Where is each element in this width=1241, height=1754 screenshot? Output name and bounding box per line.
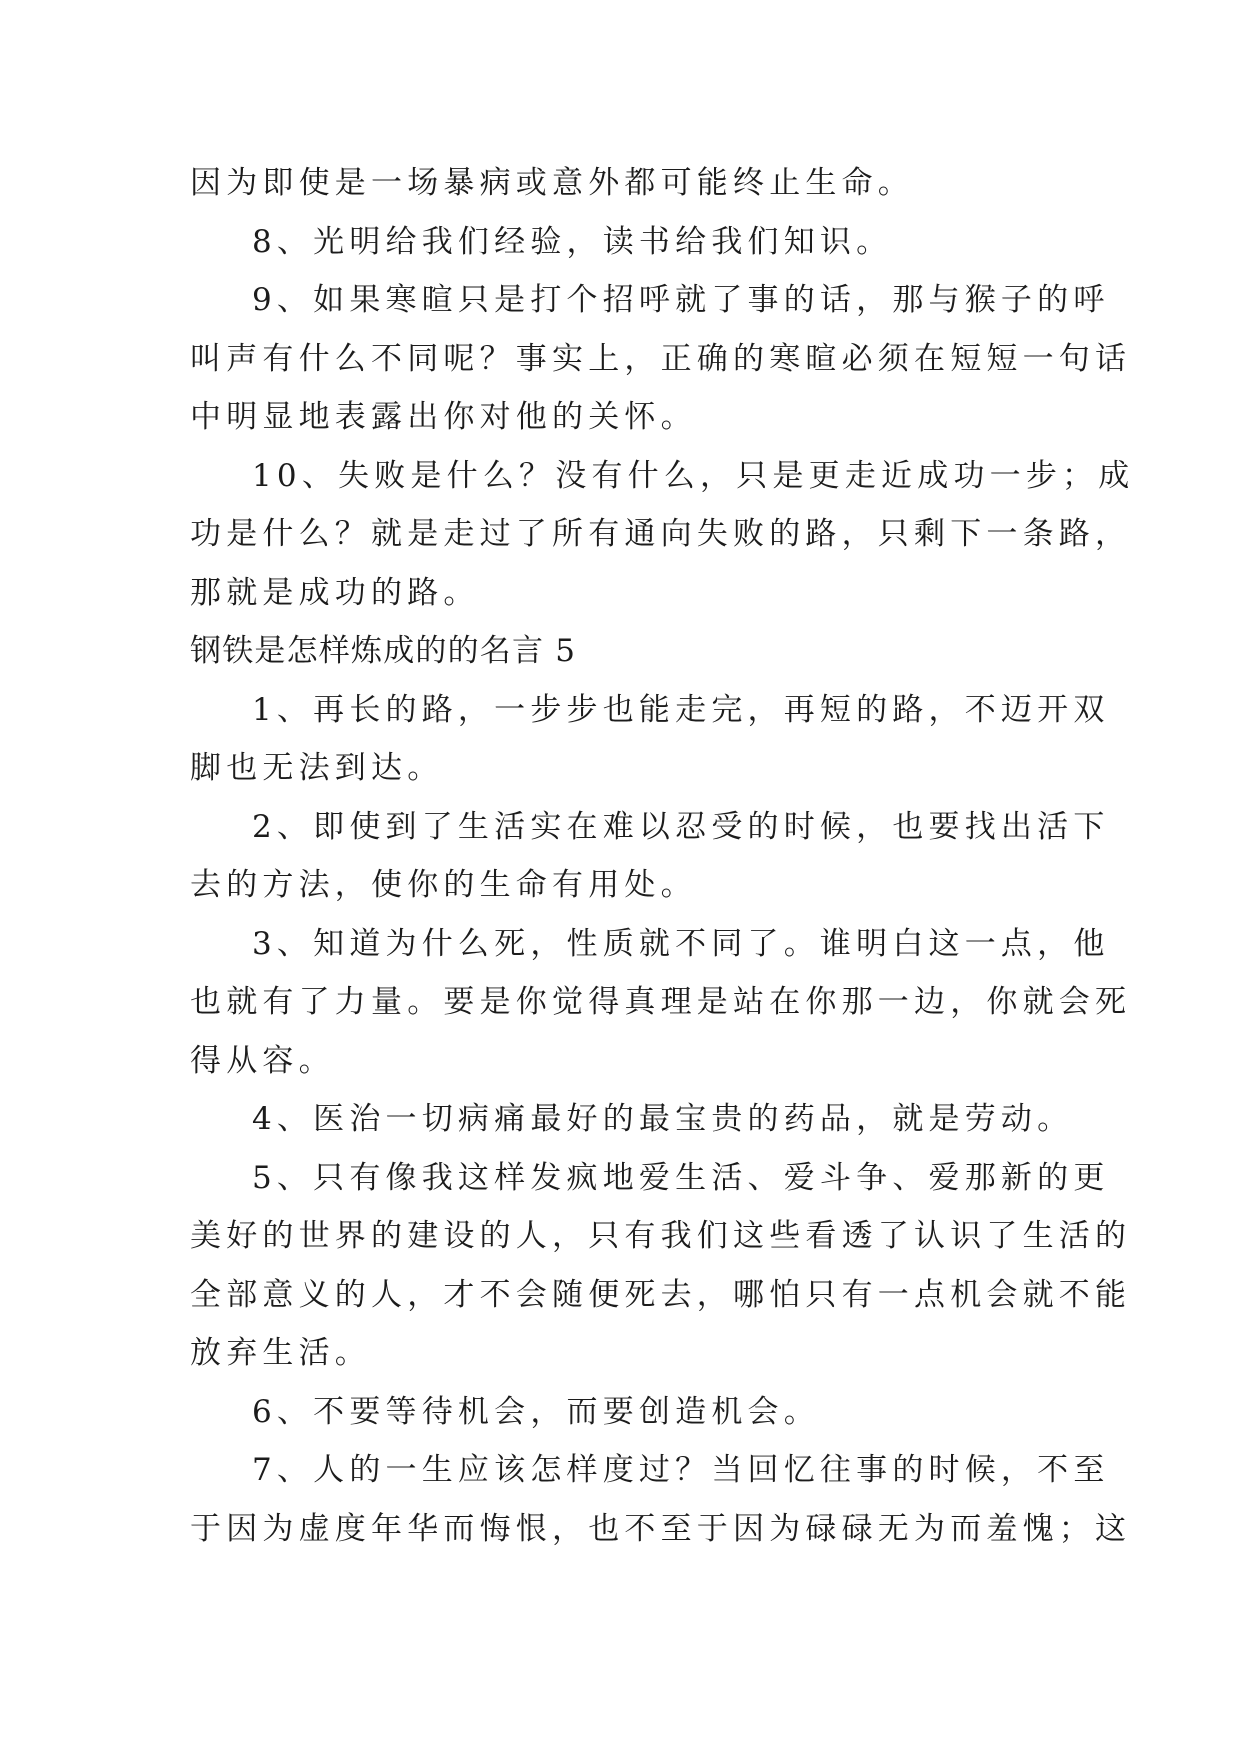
text-line: 中明显地表露出你对他的关怀。 xyxy=(190,399,697,435)
section-heading: 钢铁是怎样炼成的的名言 5 xyxy=(190,633,577,669)
quote-10: 10、失败是什么？没有什么，只是更走近成功一步；成 xyxy=(252,457,1135,494)
text-line: 于因为虚度年华而悔恨，也不至于因为碌碌无为而羞愧；这 xyxy=(190,1510,1132,1547)
quote-7: 7、人的一生应该怎样度过？当回忆往事的时候，不至 xyxy=(252,1452,1110,1488)
text-line: 得从容。 xyxy=(190,1042,335,1079)
text-line: 脚也无法到达。 xyxy=(190,750,444,786)
quote-4: 4、医治一切病痛最好的最宝贵的药品，就是劳动。 xyxy=(252,1101,1074,1137)
text-line: 功是什么？就是走过了所有通向失败的路，只剩下一条路， xyxy=(190,516,1132,552)
quote-2: 2、即使到了生活实在难以忍受的时候，也要找出活下 xyxy=(252,808,1110,845)
quote-3: 3、知道为什么死，性质就不同了。谁明白这一点，他 xyxy=(252,925,1110,962)
quote-5: 5、只有像我这样发疯地爱生活、爱斗争、爱那新的更 xyxy=(252,1159,1110,1196)
text-line: 全部意义的人，才不会随便死去，哪怕只有一点机会就不能 xyxy=(190,1276,1132,1313)
quote-1: 1、再长的路，一步步也能走完，再短的路，不迈开双 xyxy=(252,691,1110,728)
quote-8: 8、光明给我们经验，读书给我们知识。 xyxy=(252,223,893,260)
document-body xyxy=(190,154,1135,1558)
quote-9: 9、如果寒暄只是打个招呼就了事的话，那与猴子的呼 xyxy=(252,282,1110,318)
quote-6: 6、不要等待机会，而要创造机会。 xyxy=(252,1393,820,1430)
text-line: 因为即使是一场暴病或意外都可能终止生命。 xyxy=(190,165,914,201)
text-line: 放弃生活。 xyxy=(190,1335,371,1371)
text-line: 去的方法，使你的生命有用处。 xyxy=(190,867,697,903)
text-line: 也就有了力量。要是你觉得真理是站在你那一边，你就会死 xyxy=(190,984,1132,1020)
text-line: 叫声有什么不同呢？事实上，正确的寒暄必须在短短一句话 xyxy=(190,340,1132,377)
text-line: 那就是成功的路。 xyxy=(190,574,480,611)
text-line: 美好的世界的建设的人，只有我们这些看透了认识了生活的 xyxy=(190,1218,1132,1254)
